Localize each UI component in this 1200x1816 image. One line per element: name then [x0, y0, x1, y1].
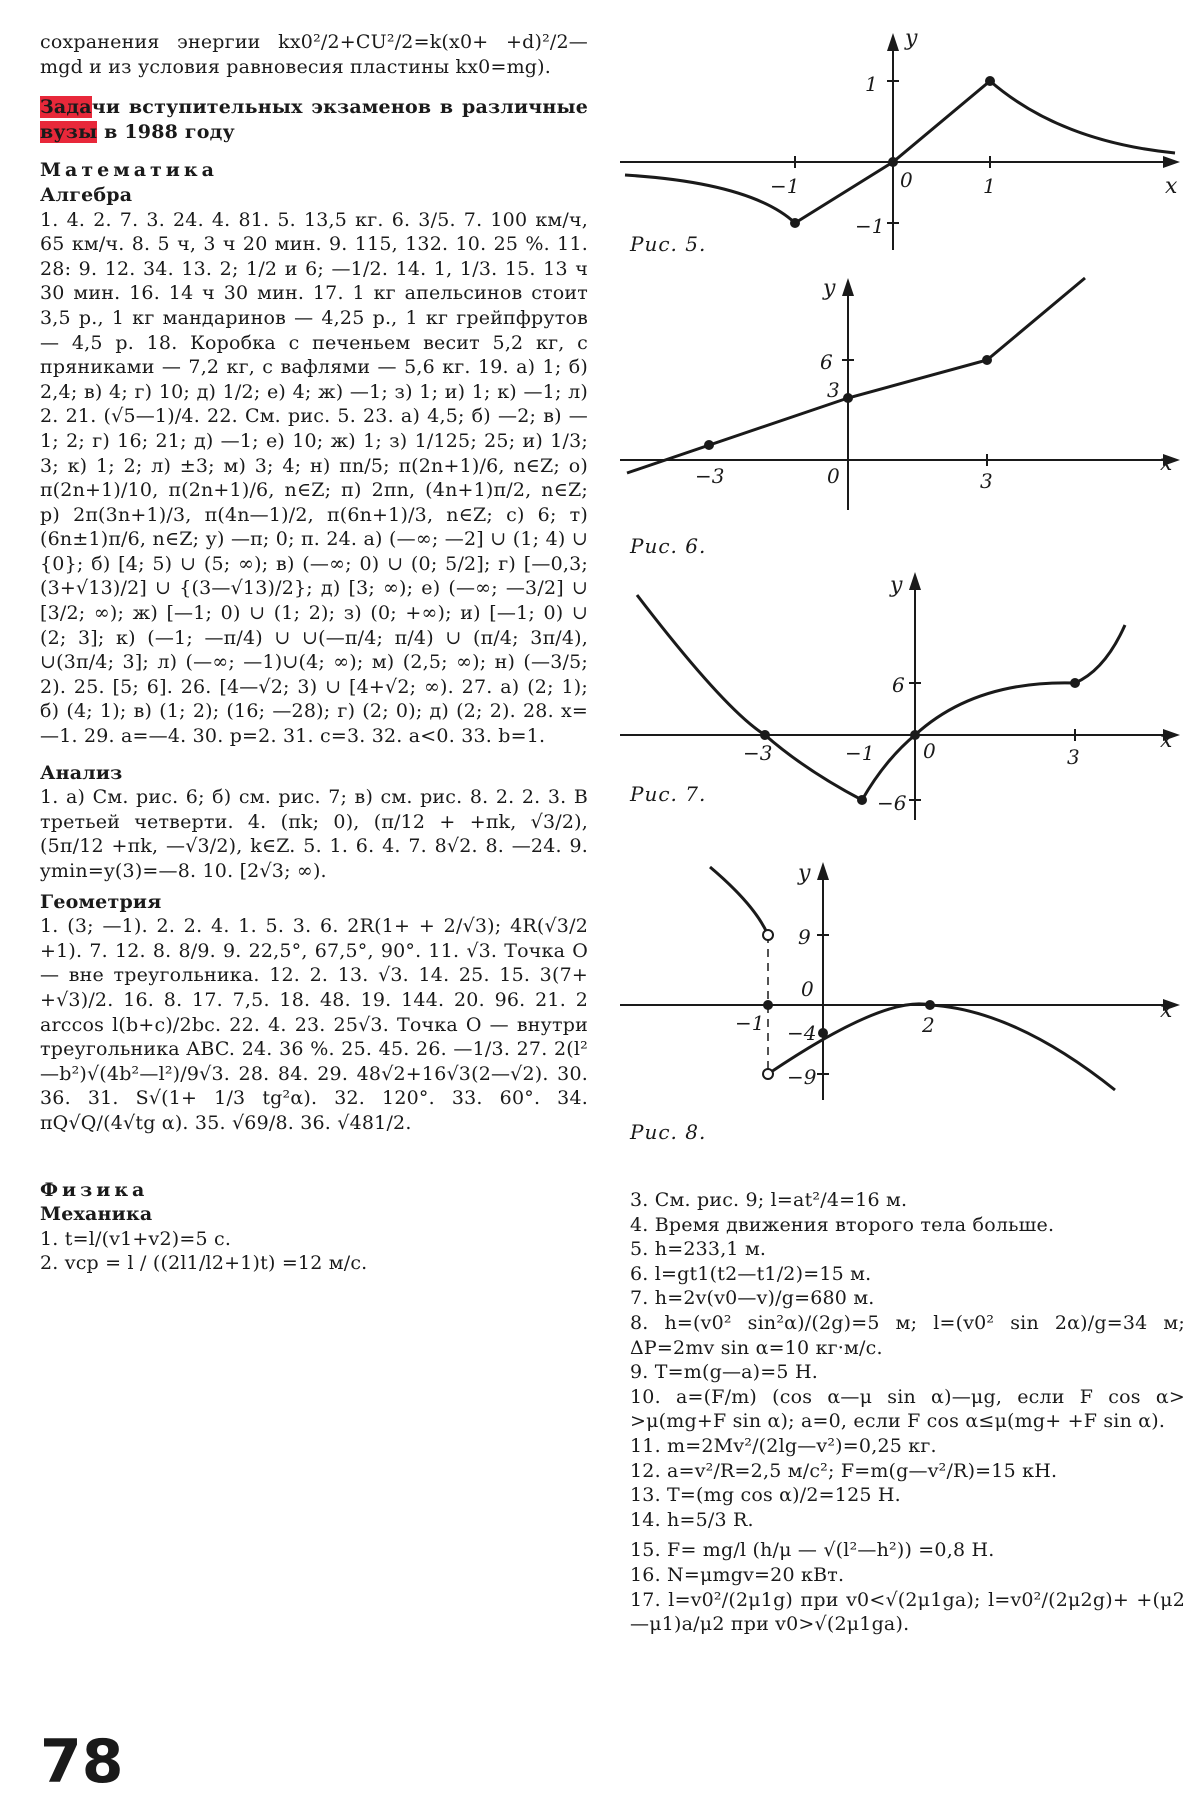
answer-line: 3. См. рис. 9; l=at²/4=16 м. [630, 1189, 908, 1211]
figure-caption: Рис. 8. [630, 1120, 707, 1144]
subject-heading: Физика [40, 1178, 149, 1201]
tick-label: 3 [980, 469, 993, 493]
x-axis-label: x [1160, 998, 1173, 1023]
graph-curve-left [710, 867, 768, 935]
tick-label: −3 [743, 741, 773, 765]
answer-line: 15. F= mg/l (h/μ — √(l²—h²)) =0,8 Н. [630, 1539, 995, 1562]
tick-label: 3 [1067, 745, 1080, 769]
tick-label: 0 [801, 977, 814, 1001]
y-axis-arrow [909, 572, 921, 590]
tick-label: −1 [735, 1011, 765, 1035]
left-column [40, 30, 588, 1276]
graph-point [818, 1028, 828, 1038]
x-axis-label: x [1160, 451, 1173, 476]
answer-line: 17. l=v0²/(2μ1g) при v0<√(2μ1ga); l=v0²/(2μ2g)+ +(μ2—μ1)a/μ2 при v0>√(2μ1ga). [630, 1588, 1185, 1636]
graph-point [763, 1000, 773, 1010]
figure-caption: Рис. 5. [630, 232, 707, 256]
y-axis-label: y [890, 573, 903, 598]
y-axis-label: y [905, 26, 918, 51]
open-point [763, 930, 773, 940]
right-column [630, 1188, 1185, 1637]
graph-point [925, 1000, 935, 1010]
figure-5 [615, 25, 1190, 260]
subsection-heading: Механика [40, 1203, 153, 1226]
graph-point [760, 730, 770, 740]
open-point [763, 1069, 773, 1079]
answer-line: 8. h=(v0² sin²α)/(2g)=5 м; l=(v0² sin 2α)/g=34 м; ΔP=2mv sin α=10 кг·м/с. [630, 1311, 1185, 1359]
tick-label: 6 [820, 350, 833, 374]
tick-label: 2 [922, 1013, 935, 1037]
y-axis-arrow [842, 278, 854, 296]
answer-line: 2. vср = l / ((2l1/l2+1)t) =12 м/с. [40, 1252, 368, 1275]
graph-curve-right [768, 1004, 1115, 1090]
tick-label: 3 [827, 378, 840, 402]
graph-point [982, 355, 992, 365]
graph-curve [637, 595, 1125, 800]
subject-heading: Математика [40, 159, 218, 182]
answers-geometry: 1. (3; —1). 2. 2. 4. 1. 5. 3. 6. 2R(1+ + 2/√3); 4R(√3/2 +1). 7. 12. 8. 8/9. 9. 22,5°, 67,5°, 90°. 11. √3. Точка O — вне треугольника. 12. 2. 13. √3. 14. 25. 15. 3(7+ +√3)/2. 16. 8. 17. 7,5. 18. 48. 19. 144. 20. 96. 21. 2 arccos l(b+c)/2bc. 22. 4. 23. 25√3. Точка O — внутри треугольника ABC. 24. 36 %. 25. 45. 26. —1/3. 27. 2(l²—b²)√(4b²—l²)/9√3. 28. 84. 29. 48√2+16√3(2—√2). 30. 36. 31. S√(1+ 1/3 tg²α). 32. 120°. 33. 60°. 34. πQ√Q/(4√tg α). 35. √69/8. 36. √481/2. [40, 915, 588, 1134]
tick-label: −1 [770, 174, 800, 198]
answer-line: 4. Время движения второго тела больше. [630, 1213, 1055, 1236]
tick-label: 6 [892, 673, 905, 697]
figure-caption: Рис. 7. [630, 782, 707, 806]
answers-analysis: 1. а) См. рис. 6; б) см. рис. 7; в) см. рис. 8. 2. 2. 3. В третьей четверти. 4. (πk; 0), (π/12 + +πk, √3/2), (5π/12 +πk, —√3/2), k∈Z. 5. 1. 6. 4. 7. 8√2. 8. —24. 9. ymin=y(3)=—8. 10. [2√3; ∞). [40, 786, 588, 882]
answer-line: 12. a=v²/R=2,5 м/с²; F=m(g—v²/R)=15 кН. [630, 1459, 1058, 1482]
text-paragraph: сохранения энергии kx0²/2+CU²/2=k(x0+ +d)²/2—mgd и из условия равновесия пластины kx0=mg). [40, 31, 588, 78]
answer-line: 16. N=μmgv=20 кВт. [630, 1563, 845, 1586]
answer-line: 7. h=2v(v0—v)/g=680 м. [630, 1287, 875, 1310]
tick-label: 0 [827, 464, 840, 488]
highlight-mark: вузы [40, 120, 98, 143]
y-axis-arrow [887, 33, 899, 51]
answer-line: 11. m=2Mv²/(2lg—v²)=0,25 кг. [630, 1434, 937, 1457]
graph-point [1070, 678, 1080, 688]
graph-point [888, 157, 898, 167]
subsection-heading: Анализ [40, 761, 123, 784]
answer-line: 13. T=(mg cos α)/2=125 Н. [630, 1484, 901, 1507]
spacer [40, 1136, 588, 1152]
graph-point [910, 730, 920, 740]
y-axis-label: y [823, 276, 836, 301]
x-axis-label: x [1165, 174, 1178, 199]
tick-label: −9 [787, 1065, 817, 1089]
subsection-heading: Алгебра [40, 183, 133, 206]
graph-point [985, 76, 995, 86]
figure-6 [615, 270, 1190, 515]
tick-label: −3 [695, 464, 725, 488]
tick-label: −4 [787, 1021, 817, 1045]
tick-label: −1 [845, 741, 875, 765]
answer-line: 10. a=(F/m) (cos α—μ sin α)—μg, если F cos α> >μ(mg+F sin α); a=0, если F cos α≤μ(mg+ +F sin α). [630, 1385, 1185, 1433]
figure-8 [615, 850, 1190, 1110]
highlight-mark: Зада [40, 96, 92, 119]
tick-label: 1 [983, 174, 996, 198]
tick-label: 1 [865, 72, 878, 96]
y-axis-label: y [798, 861, 811, 886]
answers-algebra: 1. 4. 2. 7. 3. 24. 4. 81. 5. 13,5 кг. 6. 3/5. 7. 100 км/ч, 65 км/ч. 8. 5 ч, 3 ч 20 мин. 9. 115, 132. 10. 25 %. 11. 28: 9. 12. 34. 13. 2; 1/2 и 6; —1/2. 14. 1, 1/3. 15. 13 ч 30 мин. 16. 14 ч 30 мин. 17. 1 кг апельсинов стоит 3,5 р., 1 кг мандаринов — 4,25 р., 1 кг грейпфрутов — 4,5 р. 18. Коробка с печеньем весит 5,2 кг, с пряниками — 7,2 кг, с вафлями — 5,6 кг. 19. а) 1; б) 2,4; в) 4; г) 10; д) 1/2; е) 4; ж) —1; з) 1; и) 1; к) —1; л) 2. 21. (√5—1)/4. 22. См. рис. 5. 23. а) 4,5; б) —2; в) —1; 2; г) 16; 21; д) —1; е) 10; ж) 1; з) 1/125; 25; и) 1/3; 3; к) 1; 2; л) ±3; м) 3; 4; н) πn/5; π(2n+1)/6, n∈Z; о) π(2n+1)/10, π(2n+1)/6, n∈Z; п) 2πn, (4n+1)π/2, n∈Z; р) 2π(3n+1)/3, π(4n—1)/2, π(6n+1)/3, n∈Z; с) 6; т) (6n±1)π/6, n∈Z; у) —π; 0; π. 24. а) (—∞; —2] ∪ (1; 4) ∪ {0}; б) [4; 5) ∪ (5; ∞); в) (—∞; 0) ∪ (0; 5/2]; г) [—0,3; (3+√13)/2] ∪ {(3—√13)/2}; д) [3; ∞); е) (—∞; —3/2] ∪ [3/2; ∞); ж) [—1; 0) ∪ (1; 2); з) (0; +∞); и) [—1; 0) ∪ (2; 3]; к) (—1; —π/4) ∪ ∪(—π/4; π/4) ∪ (π/4; 3π/4), ∪(3π/4; 3]; л) (—∞; —1)∪(4; ∞); м) (2,5; ∞); н) (—3/5; 2). 25. [5; 6]. 26. [4—√2; 3) ∪ [4+√2; ∞). 27. а) (2; 1); б) (4; 1); в) (1; 2); (16; —28); г) (2; 0); д) (2; 2). 28. x=—1. 29. a=—4. 30. p=2. 31. c=3. 32. a<0. 33. b=1. [40, 208, 588, 748]
page-number: 78 [40, 1727, 124, 1797]
section-heading: Задачи вступительных экзаменов в различные вузы в 1988 году [40, 96, 588, 143]
y-axis-arrow [817, 862, 829, 880]
tick-label: 9 [798, 925, 811, 949]
tick-label: 0 [900, 168, 913, 192]
graph-point [843, 393, 853, 403]
graph-point [857, 795, 867, 805]
tick-label: −6 [877, 791, 907, 815]
figure-caption: Рис. 6. [630, 534, 707, 558]
answer-line: 1. t=l/(v1+v2)=5 с. [40, 1227, 232, 1250]
answer-line: 9. T=m(g—a)=5 Н. [630, 1361, 818, 1384]
answer-line: 14. h=5/3 R. [630, 1508, 754, 1531]
graph-curve [625, 81, 1175, 223]
tick-label: 0 [923, 739, 936, 763]
subsection-heading: Геометрия [40, 890, 162, 913]
tick-label: −1 [855, 214, 885, 238]
graph-point [790, 218, 800, 228]
answer-line: 5. h=233,1 м. [630, 1238, 767, 1261]
answer-line: 6. l=gt1(t2—t1/2)=15 м. [630, 1262, 872, 1285]
graph-point [704, 440, 714, 450]
x-axis-label: x [1160, 728, 1173, 753]
graph-line [627, 278, 1085, 473]
x-axis-arrow [1163, 156, 1180, 168]
